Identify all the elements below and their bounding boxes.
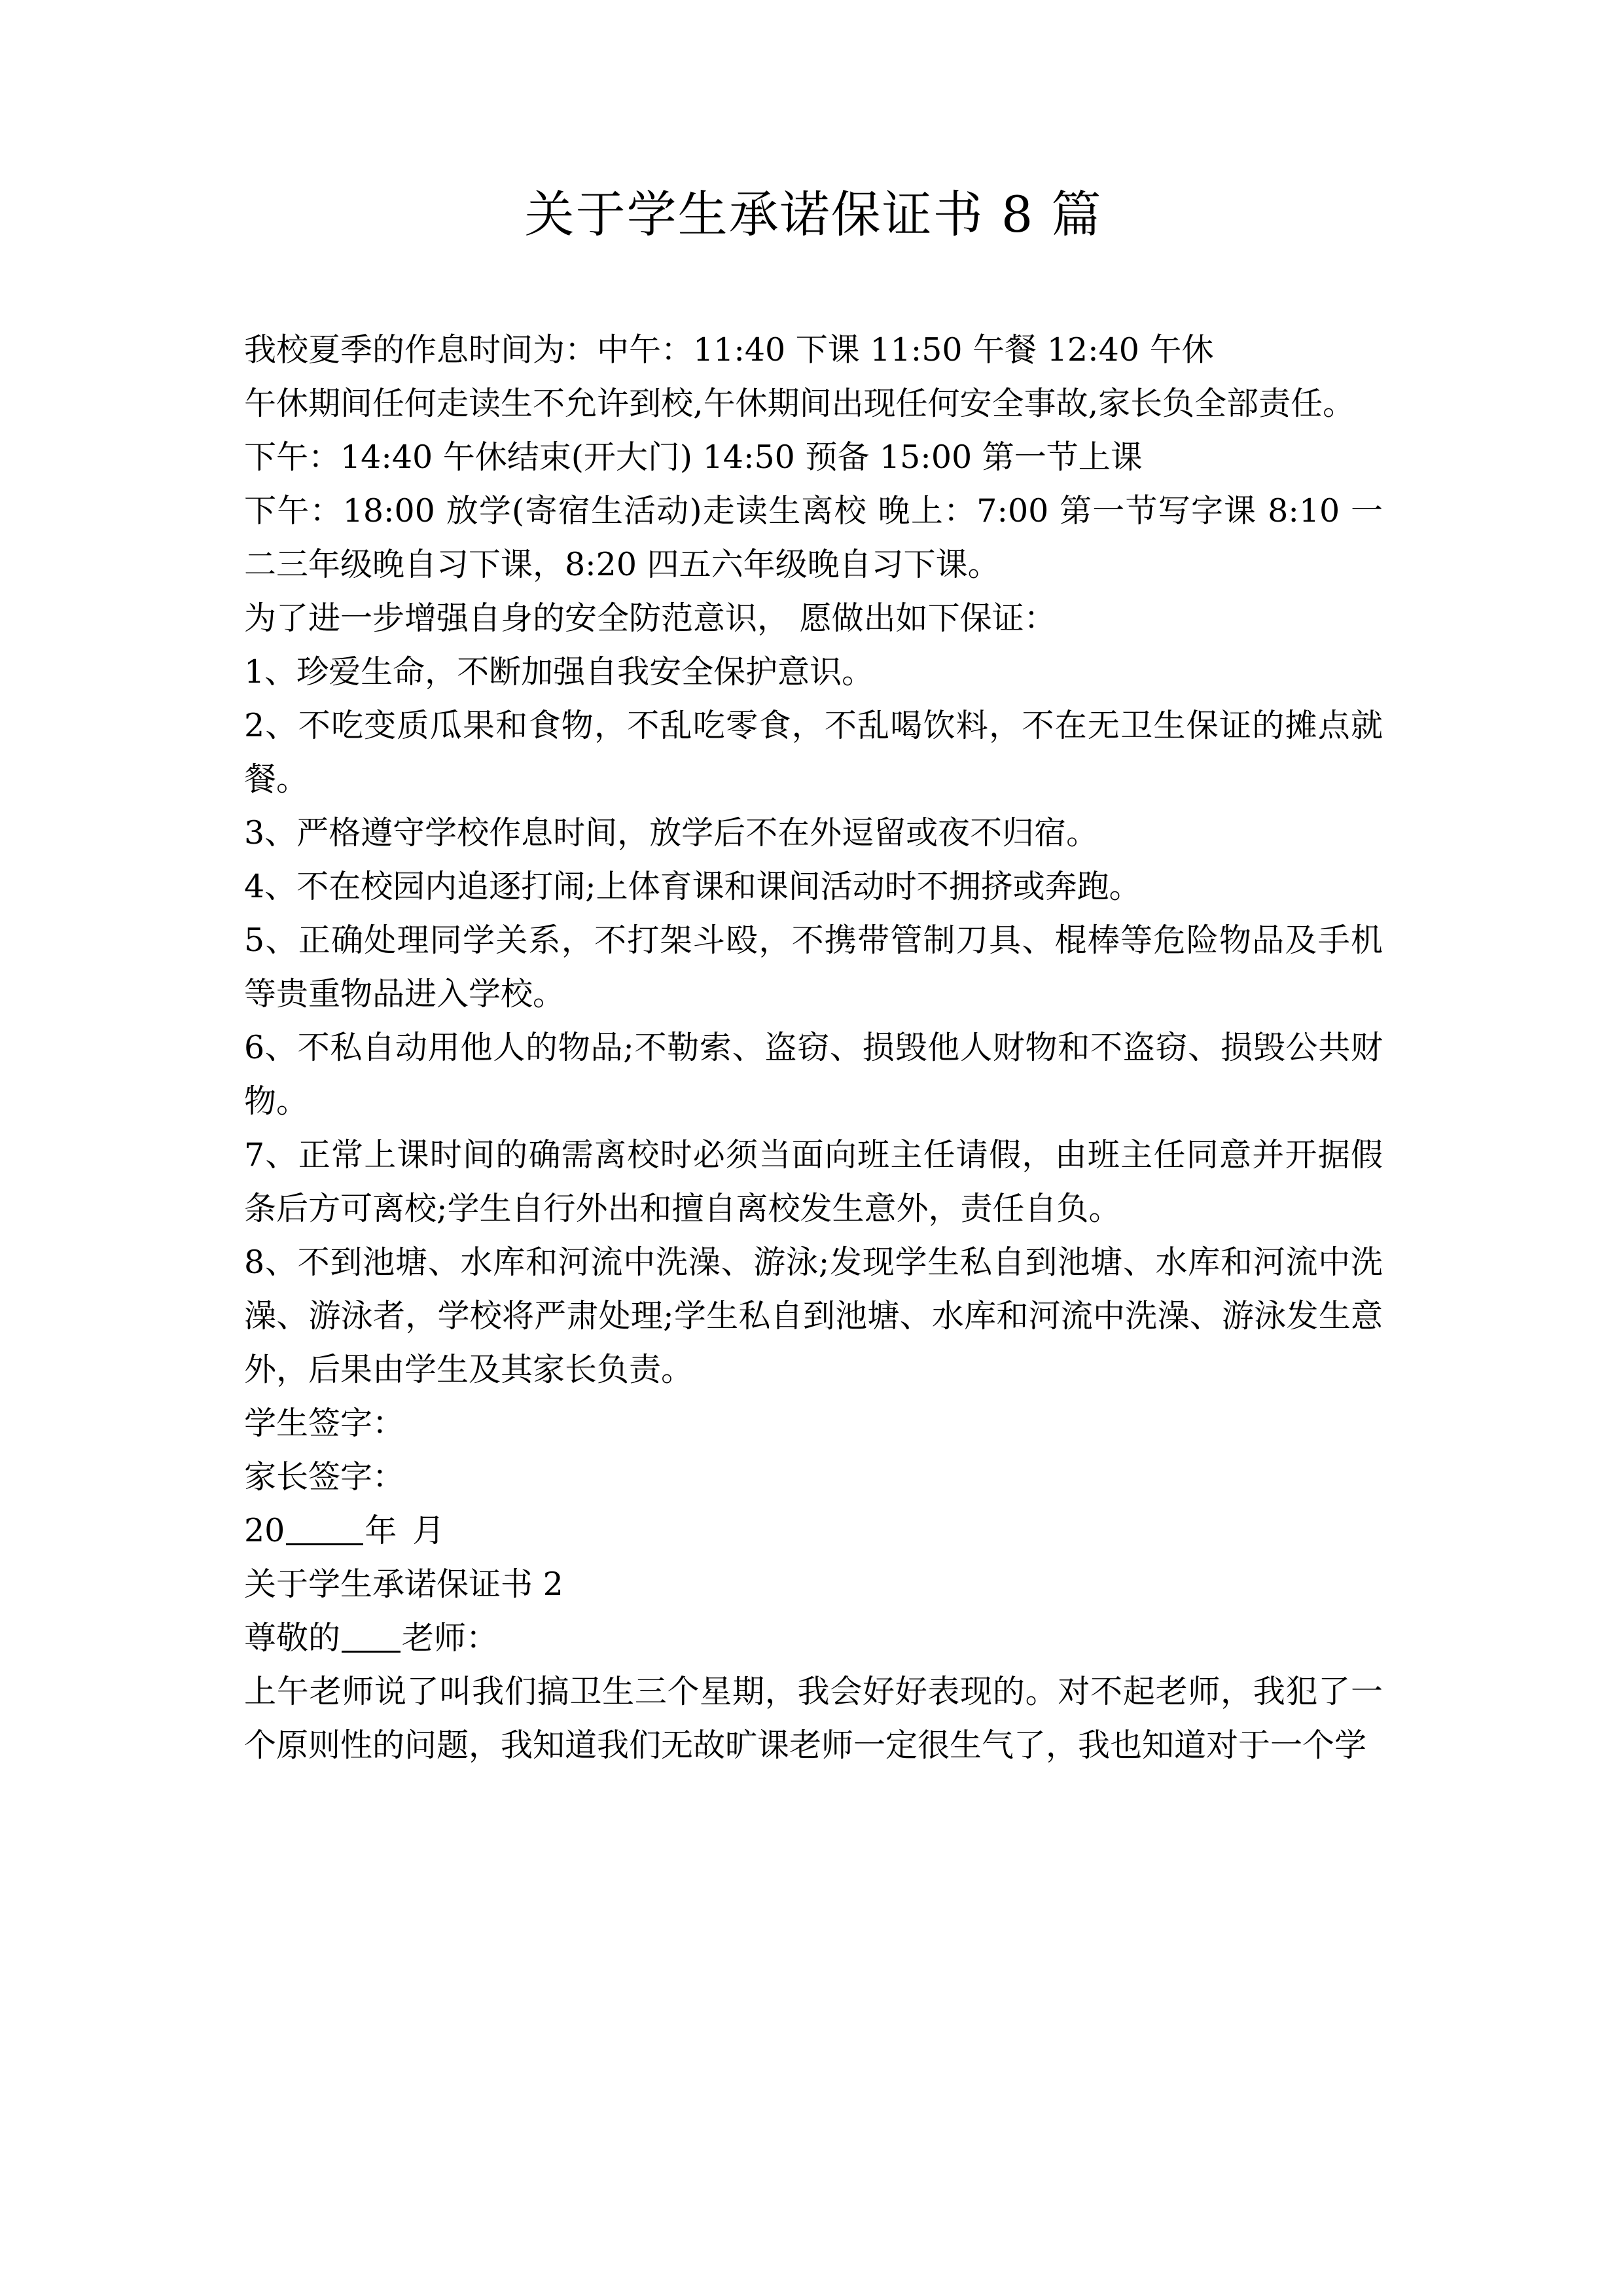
date-month-label: 月 bbox=[412, 1512, 445, 1549]
date-year-blank bbox=[286, 1543, 363, 1545]
salutation-suffix: 老师： bbox=[402, 1619, 499, 1657]
student-signature-line: 学生签字： bbox=[244, 1405, 405, 1442]
paragraph-schedule-evening: 下午：18:00 放学(寄宿生活动)走读生离校 晚上：7:00 第一节写字课 8:10 一二三年级晚自习下课，8:20 四五六年级晚自习下课。 bbox=[244, 492, 1383, 583]
paragraph-schedule-afternoon: 下午：14:40 午休结束(开大门) 14:50 预备 15:00 第一节上课 bbox=[244, 439, 1143, 476]
paragraph-pledge-intro: 为了进一步增强自身的安全防范意识， 愿做出如下保证： bbox=[244, 600, 1056, 637]
paragraph-schedule-noon: 我校夏季的作息时间为：中午：11:40 下课 11:50 午餐 12:40 午休 bbox=[244, 331, 1214, 368]
document-content bbox=[244, 0, 1383, 1772]
salutation-prefix: 尊敬的 bbox=[244, 1619, 341, 1657]
pledge-item-2: 2、不吃变质瓜果和食物，不乱吃零食，不乱喝饮料，不在无卫生保证的摊点就餐。 bbox=[244, 707, 1383, 798]
section2-heading: 关于学生承诺保证书 2 bbox=[244, 1566, 563, 1603]
salutation-name-blank bbox=[342, 1651, 401, 1653]
date-line bbox=[244, 1504, 1383, 1558]
date-year-label: 年 bbox=[365, 1512, 397, 1549]
pledge-item-8: 8、不到池塘、水库和河流中洗澡、游泳;发现学生私自到池塘、水库和河流中洗澡、游泳者，学校将严肃处理;学生私自到池塘、水库和河流中洗澡、游泳发生意外，后果由学生及其家长负责。 bbox=[244, 1244, 1383, 1388]
pledge-item-6: 6、不私自动用他人的物品;不勒索、盗窃、损毁他人财物和不盗窃、损毁公共财物。 bbox=[244, 1029, 1383, 1120]
pledge-item-1: 1、珍爱生命，不断加强自我安全保护意识。 bbox=[244, 653, 874, 691]
pledge-item-7: 7、正常上课时间的确需离校时必须当面向班主任请假，由班主任同意并开据假条后方可离校;学生自行外出和擅自离校发生意外，责任自负。 bbox=[244, 1136, 1383, 1227]
parent-signature-line: 家长签字： bbox=[244, 1458, 405, 1496]
section2-paragraph-1: 上午老师说了叫我们搞卫生三个星期，我会好好表现的。对不起老师，我犯了一个原则性的问题，我知道我们无故旷课老师一定很生气了，我也知道对于一个学 bbox=[244, 1673, 1383, 1764]
section2-salutation bbox=[244, 1611, 1383, 1665]
page-title: 关于学生承诺保证书 8 篇 bbox=[524, 185, 1103, 243]
date-prefix: 20 bbox=[244, 1512, 285, 1549]
pledge-item-3: 3、严格遵守学校作息时间，放学后不在外逗留或夜不归宿。 bbox=[244, 814, 1099, 852]
document-body bbox=[244, 323, 1383, 1772]
pledge-item-5: 5、正确处理同学关系，不打架斗殴，不携带管制刀具、棍棒等危险物品及手机等贵重物品进入学校。 bbox=[244, 922, 1383, 1013]
pledge-item-4: 4、不在校园内追逐打闹;上体育课和课间活动时不拥挤或奔跑。 bbox=[244, 868, 1141, 905]
paragraph-noon-rest-rule: 午休期间任何走读生不允许到校,午休期间出现任何安全事故,家长负全部责任。 bbox=[244, 385, 1355, 422]
